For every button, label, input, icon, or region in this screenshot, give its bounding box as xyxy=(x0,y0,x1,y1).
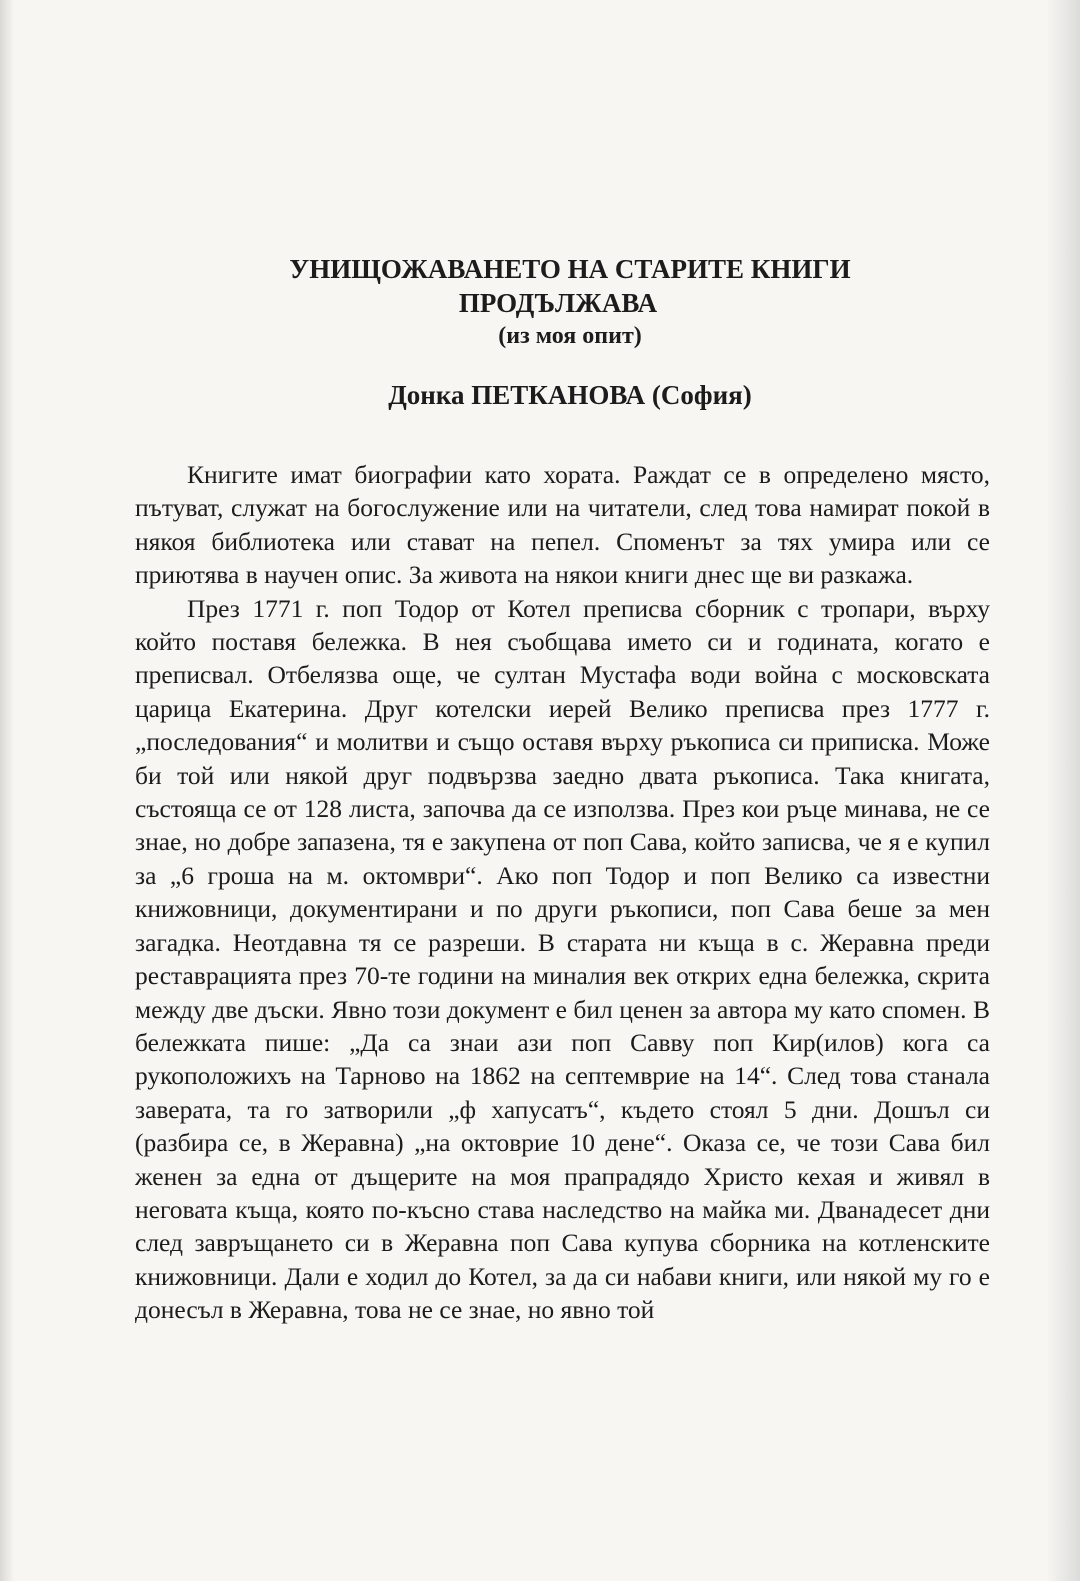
article-author: Донка ПЕТКАНОВА (София) xyxy=(388,380,752,410)
page-edge-shadow-left xyxy=(0,0,14,1581)
article-body xyxy=(135,458,990,1327)
paragraph-1: Книгите имат биографии като хората. Раждат се в определено място, пътуват, служат на богослужение или на читатели, след това намират покой в някоя библиотека или стават на пепел. Споменът за тях умира или се приютява в научен опис. За живота на някои книги днес ще ви разкажа. xyxy=(135,460,990,590)
title-line-2: ПРОДЪЛЖАВА xyxy=(458,288,658,318)
title-line-1: УНИЩОЖАВАНЕТО НА СТАРИТЕ КНИГИ xyxy=(289,254,851,284)
article-subtitle: (из моя опит) xyxy=(498,323,642,349)
paragraph-2: През 1771 г. поп Тодор от Котел преписва сборник с тропари, върху който поставя бележка. В нея съобщава името си и годината, когато е преписвал. Отбелязва още, че султан Мустафа води война с московската царица Екатерина. Друг котелски иерей Велико преписва през 1777 г. „последования“ и молитви и също оставя върху ръкописа си приписка. Може би той или някой друг подвързва заедно двата ръкописа. Така книгата, състояща се от 128 листа, започва да се използва. През кои ръце минава, не се знае, но добре запазена, тя е закупена от поп Сава, който записва, че я е купил за „6 гроша на м. октомври“. Ако поп Тодор и поп Велико са известни книжовници, документирани и по други ръкописи, поп Сава беше за мен загадка. Неотдавна тя се разреши. В старата ни къща в с. Жеравна преди реставрацията през 70-те години на миналия век открих една бележка, скрита между две дъски. Явно този документ е бил ценен за автора му като спомен. В бележката пише: „Да са знаи ази поп Савву поп Кир(илов) кога са рукоположихъ на Тарново на 1862 на септемврие на 14“. След това станала заверата, та го затворили „ф хапусатъ“, където стоял 5 дни. Дошъл си (разбира се, в Жеравна) „на октоврие 10 дене“. Оказа се, че този Сава бил женен за една от дъщерите на моя прапрадядо Христо кехая и живял в неговата къща, която по-късно става наследство на майка ми. Дванадесет дни след завръщането си в Жеравна поп Сава купува сборника на котленските книжовници. Дали е ходил до Котел, за да си набави книги, или някой му го е донесъл в Жеравна, това не се знае, но явно той xyxy=(135,593,990,1325)
article-title xyxy=(180,252,960,352)
page-edge-shadow-right xyxy=(1046,0,1080,1581)
